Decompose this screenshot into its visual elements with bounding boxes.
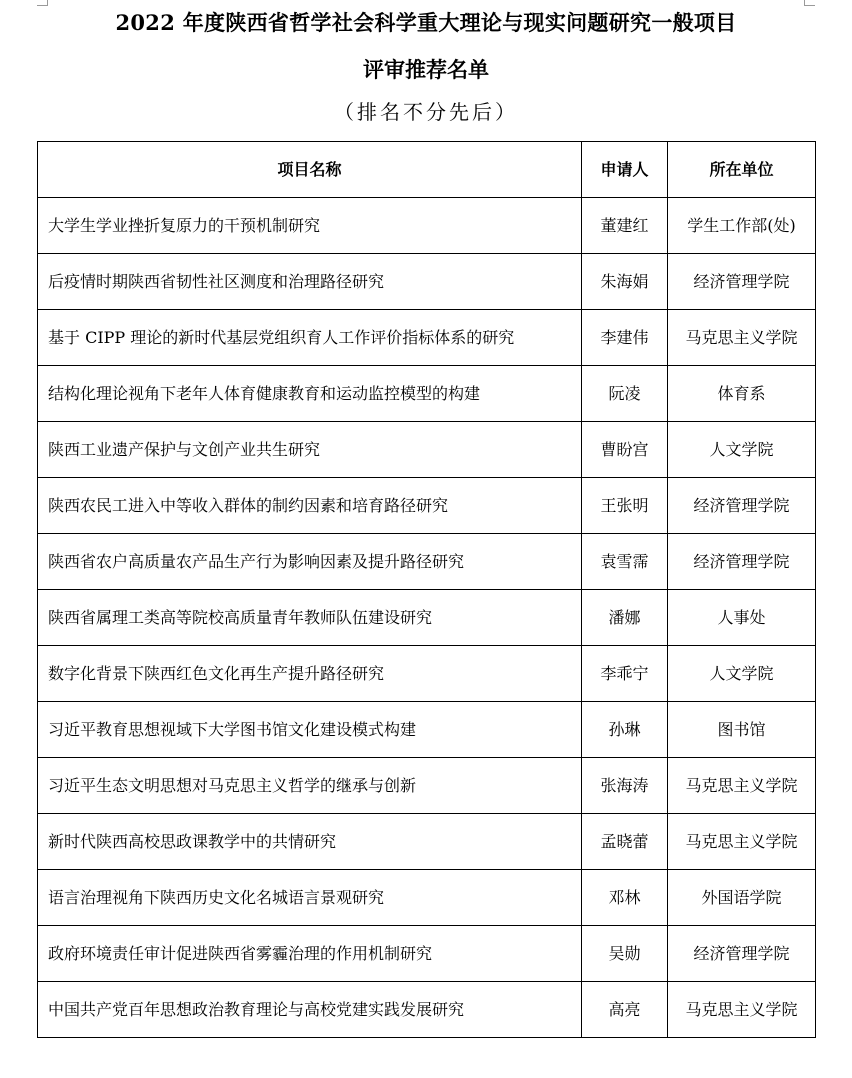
applicant-cell: 邓林 bbox=[582, 870, 668, 926]
table-row bbox=[38, 366, 816, 422]
project-name-cell: 陕西农民工进入中等收入群体的制约因素和培育路径研究 bbox=[38, 478, 582, 534]
page-corner-mark-left bbox=[37, 0, 48, 6]
applicant-cell: 阮凌 bbox=[582, 366, 668, 422]
project-name-cell: 数字化背景下陕西红色文化再生产提升路径研究 bbox=[38, 646, 582, 702]
unit-cell: 人文学院 bbox=[668, 646, 816, 702]
applicant-cell: 张海涛 bbox=[582, 758, 668, 814]
unit-cell: 人事处 bbox=[668, 590, 816, 646]
table-row bbox=[38, 758, 816, 814]
table-row bbox=[38, 422, 816, 478]
applicant-cell: 潘娜 bbox=[582, 590, 668, 646]
unit-cell: 经济管理学院 bbox=[668, 926, 816, 982]
unit-cell: 马克思主义学院 bbox=[668, 758, 816, 814]
table-row bbox=[38, 926, 816, 982]
table-row bbox=[38, 310, 816, 366]
applicant-cell: 王张明 bbox=[582, 478, 668, 534]
table-row bbox=[38, 478, 816, 534]
table-header-row bbox=[38, 142, 816, 198]
project-name-cell: 后疫情时期陕西省韧性社区测度和治理路径研究 bbox=[38, 254, 582, 310]
project-name-cell: 习近平生态文明思想对马克思主义哲学的继承与创新 bbox=[38, 758, 582, 814]
project-list-table bbox=[37, 141, 816, 1038]
table-row bbox=[38, 982, 816, 1038]
project-name-cell: 政府环境责任审计促进陕西省雾霾治理的作用机制研究 bbox=[38, 926, 582, 982]
document-subtitle: 评审推荐名单 bbox=[363, 57, 489, 82]
applicant-cell: 高亮 bbox=[582, 982, 668, 1038]
table-row bbox=[38, 814, 816, 870]
applicant-cell: 孟晓蕾 bbox=[582, 814, 668, 870]
unit-cell: 经济管理学院 bbox=[668, 478, 816, 534]
table-row bbox=[38, 702, 816, 758]
applicant-cell: 董建红 bbox=[582, 198, 668, 254]
unit-cell: 马克思主义学院 bbox=[668, 310, 816, 366]
table-row bbox=[38, 534, 816, 590]
applicant-cell: 吴勋 bbox=[582, 926, 668, 982]
unit-cell: 人文学院 bbox=[668, 422, 816, 478]
project-name-cell: 陕西省属理工类高等院校高质量青年教师队伍建设研究 bbox=[38, 590, 582, 646]
unit-cell: 马克思主义学院 bbox=[668, 814, 816, 870]
applicant-cell: 曹盼宫 bbox=[582, 422, 668, 478]
table-row bbox=[38, 590, 816, 646]
project-name-cell: 大学生学业挫折复原力的干预机制研究 bbox=[38, 198, 582, 254]
unit-cell: 体育系 bbox=[668, 366, 816, 422]
table-row bbox=[38, 198, 816, 254]
unit-cell: 马克思主义学院 bbox=[668, 982, 816, 1038]
project-name-cell: 结构化理论视角下老年人体育健康教育和运动监控模型的构建 bbox=[38, 366, 582, 422]
project-name-cell: 习近平教育思想视域下大学图书馆文化建设模式构建 bbox=[38, 702, 582, 758]
header-unit: 所在单位 bbox=[668, 142, 816, 198]
project-name-cell: 语言治理视角下陕西历史文化名城语言景观研究 bbox=[38, 870, 582, 926]
project-name-cell: 陕西省农户高质量农产品生产行为影响因素及提升路径研究 bbox=[38, 534, 582, 590]
project-name-cell: 新时代陕西高校思政课教学中的共情研究 bbox=[38, 814, 582, 870]
ordering-note: （排名不分先后） bbox=[334, 100, 518, 124]
table-row bbox=[38, 254, 816, 310]
project-name-cell: 基于 CIPP 理论的新时代基层党组织育人工作评价指标体系的研究 bbox=[38, 310, 582, 366]
applicant-cell: 李建伟 bbox=[582, 310, 668, 366]
applicant-cell: 孙琳 bbox=[582, 702, 668, 758]
page-corner-mark-right bbox=[804, 0, 815, 6]
unit-cell: 经济管理学院 bbox=[668, 534, 816, 590]
unit-cell: 外国语学院 bbox=[668, 870, 816, 926]
header-project-name: 项目名称 bbox=[38, 142, 582, 198]
project-name-cell: 中国共产党百年思想政治教育理论与高校党建实践发展研究 bbox=[38, 982, 582, 1038]
unit-cell: 经济管理学院 bbox=[668, 254, 816, 310]
table-row bbox=[38, 646, 816, 702]
project-name-cell: 陕西工业遗产保护与文创产业共生研究 bbox=[38, 422, 582, 478]
table-row bbox=[38, 870, 816, 926]
applicant-cell: 李乖宁 bbox=[582, 646, 668, 702]
unit-cell: 学生工作部(处) bbox=[668, 198, 816, 254]
document-title: 2022 年度陕西省哲学社会科学重大理论与现实问题研究一般项目 bbox=[115, 10, 737, 35]
table-body bbox=[38, 198, 816, 1038]
unit-cell: 图书馆 bbox=[668, 702, 816, 758]
header-applicant: 申请人 bbox=[582, 142, 668, 198]
applicant-cell: 袁雪霈 bbox=[582, 534, 668, 590]
applicant-cell: 朱海娟 bbox=[582, 254, 668, 310]
